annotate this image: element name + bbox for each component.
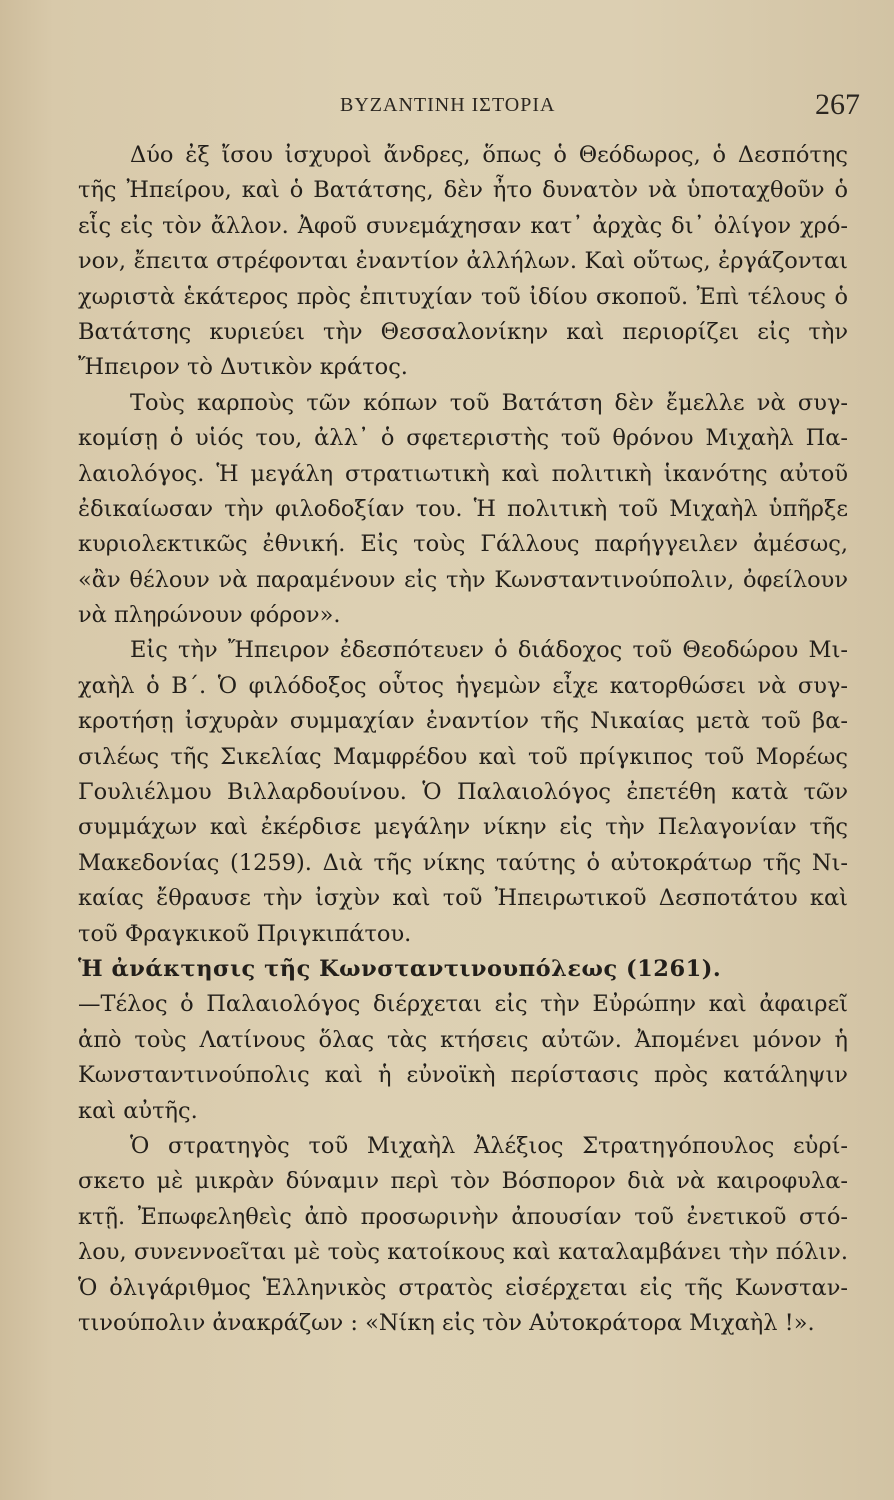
page-number: 267 <box>815 88 860 121</box>
text-line: νὰ πληρώνουν φόρον». <box>78 602 341 629</box>
text-line: νον, ἔπειτα στρέφονται ἐναντίον ἀλλήλων. Καὶ οὕτως, ἐργάζονται <box>78 248 848 275</box>
text-line: λου, συνεννοεῖται μὲ τοὺς κατοίκους καὶ καταλαμβάνει τὴν πόλιν. <box>78 1239 848 1266</box>
page-header <box>0 88 894 132</box>
text-line: λαιολόγος. Ἡ μεγάλη στρατιωτικὴ καὶ πολιτικὴ ἱκανότης αὐτοῦ <box>78 460 848 487</box>
text-line: συμμάχων καὶ ἐκέρδισε μεγάλην νίκην εἰς τὴν Πελαγονίαν τῆς <box>78 814 848 841</box>
section-heading: Ἡ ἀνάκτησις τῆς Κωνσταντινουπόλεως (1261). <box>78 955 722 982</box>
text-line: εἷς εἰς τὸν ἄλλον. Ἀφοῦ συνεμάχησαν κατ᾽ ἀρχὰς δι᾽ ὀλίγον χρό- <box>78 212 848 239</box>
text-line: καίας ἔθραυσε τὴν ἰσχὺν καὶ τοῦ Ἠπειρωτικοῦ Δεσποτάτου καὶ <box>78 885 848 912</box>
text-line: τῆς Ἠπείρου, καὶ ὁ Βατάτσης, δὲν ἦτο δυνατὸν νὰ ὑποταχθοῦν ὁ <box>78 177 848 204</box>
text-line: Κωνσταντινούπολις καὶ ἡ εὐνοϊκὴ περίστασις πρὸς κατάληψιν <box>78 1062 848 1089</box>
running-title: ΒΥΖΑΝΤΙΝΗ ΙΣΤΟΡΙΑ <box>340 94 556 116</box>
text-line: Ὁ ὀλιγάριθμος Ἑλληνικὸς στρατὸς εἰσέρχεται εἰς τῆς Κωνσταν- <box>78 1274 848 1301</box>
text-line: τοῦ Φραγκικοῦ Πριγκιπάτου. <box>78 920 412 947</box>
text-line: σιλέως τῆς Σικελίας Μαμφρέδου καὶ τοῦ πρίγκιπος τοῦ Μορέως <box>78 743 848 770</box>
text-line: καὶ αὐτῆς. <box>78 1097 198 1124</box>
text-line: Ἤπειρον τὸ Δυτικὸν κράτος. <box>78 354 408 381</box>
text-line: Μακεδονίας (1259). Διὰ τῆς νίκης ταύτης ὁ αὐτοκράτωρ τῆς Νι- <box>78 849 848 876</box>
text-line: Τοὺς καρποὺς τῶν κόπων τοῦ Βατάτση δὲν ἔμελλε νὰ συγ- <box>130 389 848 416</box>
text-line: χαὴλ ὁ Β΄. Ὁ φιλόδοξος οὗτος ἡγεμὼν εἶχε κατορθώσει νὰ συγ- <box>78 672 848 699</box>
text-line: ἀπὸ τοὺς Λατίνους ὅλας τὰς κτήσεις αὐτῶν. Ἀπομένει μόνον ἡ <box>78 1026 848 1053</box>
text-line: χωριστὰ ἑκάτερος πρὸς ἐπιτυχίαν τοῦ ἰδίου σκοποῦ. Ἐπὶ τέλους ὁ <box>78 283 848 310</box>
text-line: ἐδικαίωσαν τὴν φιλοδοξίαν του. Ἡ πολιτικὴ τοῦ Μιχαὴλ ὑπῆρξε <box>78 495 848 522</box>
text-line: Ὁ στρατηγὸς τοῦ Μιχαὴλ Ἀλέξιος Στρατηγόπουλος εὑρί- <box>130 1132 848 1159</box>
text-line: κυριολεκτικῶς ἐθνική. Εἰς τοὺς Γάλλους παρήγγειλεν ἀμέσως, <box>78 531 848 558</box>
text-line: «ἂν θέλουν νὰ παραμένουν εἰς τὴν Κωνσταντινούπολιν, ὀφείλουν <box>78 566 848 593</box>
text-line: κροτήσῃ ἰσχυρὰν συμμαχίαν ἐναντίον τῆς Νικαίας μετὰ τοῦ βα- <box>78 708 848 735</box>
text-line: Γουλιέλμου Βιλλαρδουίνου. Ὁ Παλαιολόγος ἐπετέθη κατὰ τῶν <box>78 779 848 806</box>
text-line: σκετο μὲ μικρὰν δύναμιν περὶ τὸν Βόσπορον διὰ νὰ καιροφυλα- <box>78 1168 848 1195</box>
text-line: Εἰς τὴν Ἤπειρον ἐδεσπότευεν ὁ διάδοχος τοῦ Θεοδώρου Μι- <box>130 637 848 664</box>
text-line: κομίσῃ ὁ υἱός του, ἀλλ᾽ ὁ σφετεριστὴς τοῦ θρόνου Μιχαὴλ Πα- <box>78 425 848 452</box>
text-line: Δύο ἐξ ἴσου ἰσχυροὶ ἄνδρες, ὅπως ὁ Θεόδωρος, ὁ Δεσπότης <box>130 142 848 168</box>
text-line: κτῇ. Ἐπωφεληθεὶς ἀπὸ προσωρινὴν ἀπουσίαν τοῦ ἐνετικοῦ στό- <box>78 1203 848 1230</box>
body-text <box>78 138 848 1341</box>
text-line: τινούπολιν ἀνακράζων : «Νίκη εἰς τὸν Αὐτοκράτορα Μιχαὴλ !». <box>78 1309 815 1336</box>
text-line: Βατάτσης κυριεύει τὴν Θεσσαλονίκην καὶ περιορίζει εἰς τὴν <box>78 318 848 345</box>
text-line: —Τέλος ὁ Παλαιολόγος διέρχεται εἰς τὴν Εὐρώπην καὶ ἀφαιρεῖ <box>78 991 848 1018</box>
